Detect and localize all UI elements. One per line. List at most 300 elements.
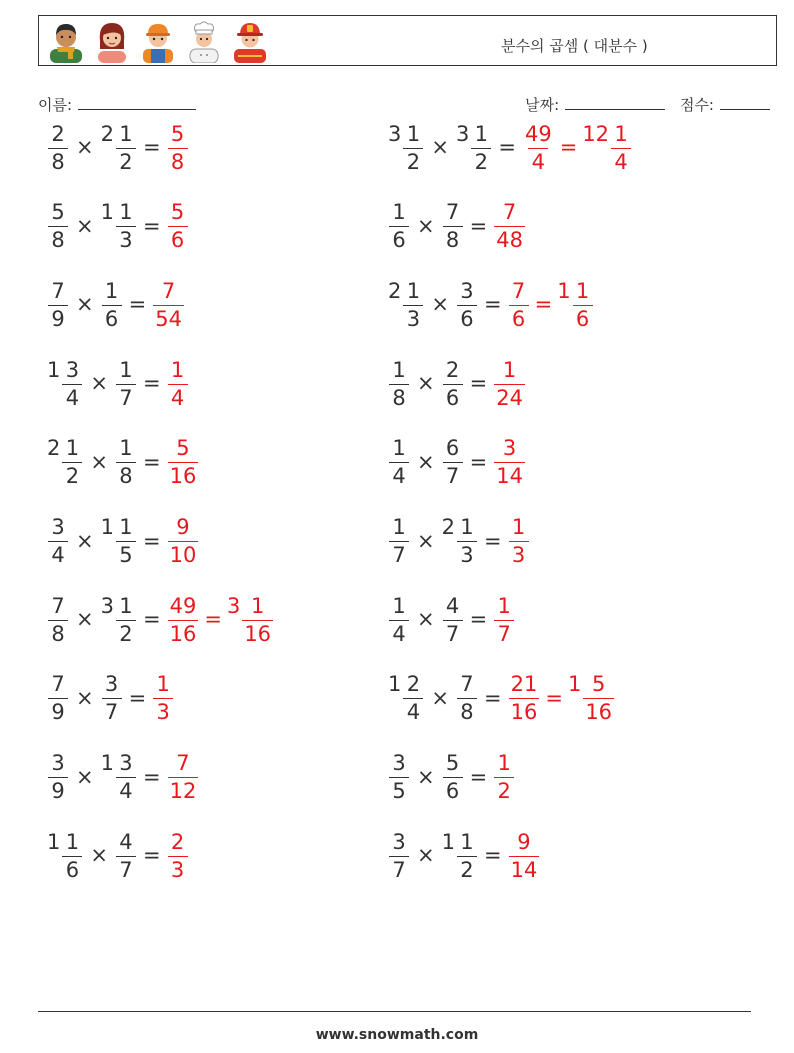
equals-sign: =	[128, 685, 147, 710]
times-sign: ×	[90, 843, 108, 868]
factor-b-denominator: 8	[457, 698, 477, 723]
equals-sign: =	[483, 292, 502, 317]
problem-7	[47, 357, 189, 409]
factor-b-whole: 2	[100, 121, 114, 146]
equals-sign: =	[469, 607, 488, 632]
answer-improper-denominator: 4	[528, 148, 548, 173]
answer	[167, 358, 189, 409]
date-score-fields	[525, 94, 770, 115]
answer-improper	[493, 436, 526, 487]
answer	[508, 515, 530, 566]
answer-improper-fraction	[168, 438, 199, 487]
answer-improper-fraction	[153, 278, 184, 331]
factor-a-denominator: 2	[403, 148, 423, 173]
answer-improper	[493, 594, 515, 645]
factor-b	[101, 122, 137, 173]
factor-a-whole: 1	[47, 829, 61, 854]
answer-mixed	[227, 594, 274, 645]
answer-improper-numerator: 5	[170, 200, 185, 225]
factor-a-numerator: 1	[406, 121, 421, 146]
answer-improper-denominator: 2	[494, 777, 514, 802]
equals-sign: =	[483, 843, 502, 868]
factor-b-denominator: 3	[457, 541, 477, 566]
answer-improper-numerator: 7	[511, 278, 526, 303]
factor-a-denominator: 4	[403, 698, 423, 723]
factor-b-numerator: 1	[119, 357, 133, 382]
answer-improper-denominator: 6	[168, 226, 188, 251]
factor-b-denominator: 6	[457, 305, 477, 330]
answer-improper-numerator: 9	[517, 829, 531, 854]
answer-improper	[167, 515, 200, 566]
factor-b-denominator: 8	[443, 226, 463, 251]
factor-a-numerator: 1	[392, 200, 406, 225]
factor-a-numerator: 1	[65, 829, 80, 854]
times-sign: ×	[76, 213, 94, 238]
factor-a-numerator: 7	[51, 593, 65, 618]
answer	[167, 200, 189, 251]
date-label: 날짜:	[525, 96, 560, 114]
factor-a-fraction	[48, 202, 68, 251]
answer-improper-denominator: 3	[153, 698, 173, 723]
answer-improper-numerator: 1	[170, 357, 185, 382]
firefighter-icon	[228, 19, 272, 63]
answer	[167, 515, 200, 566]
factor-b	[456, 672, 478, 723]
factor-b-denominator: 2	[116, 620, 136, 645]
equals-sign: =	[128, 292, 147, 317]
date-blank[interactable]	[565, 95, 665, 110]
answer-improper-fraction	[153, 674, 173, 723]
answer-mixed-denominator: 4	[611, 148, 631, 173]
answer	[493, 436, 526, 487]
times-sign: ×	[76, 685, 94, 710]
equals-sign: =	[142, 449, 161, 474]
factor-b-numerator: 5	[445, 751, 460, 776]
times-sign: ×	[76, 607, 94, 632]
factor-a	[388, 515, 410, 566]
problem-20	[388, 829, 540, 881]
answer	[167, 594, 274, 645]
answer-improper-fraction	[168, 121, 188, 174]
factor-a-fraction	[389, 357, 409, 410]
answer-improper-numerator: 1	[511, 515, 526, 539]
answer-improper-numerator: 1	[502, 357, 517, 382]
factor-a-numerator: 1	[406, 278, 421, 303]
factor-b	[442, 751, 464, 802]
answer-improper-fraction	[494, 753, 514, 802]
times-sign: ×	[417, 213, 435, 238]
factor-b-numerator: 1	[460, 829, 474, 854]
factor-a	[388, 672, 424, 723]
equals-sign: =	[142, 528, 161, 553]
factor-a	[388, 594, 410, 645]
answer-mixed-denominator: 16	[585, 700, 613, 725]
problem-1	[47, 121, 189, 173]
answer-improper-numerator: 49	[524, 121, 552, 146]
factor-a	[47, 436, 83, 487]
girl-avatar-icon	[90, 19, 134, 63]
factor-b	[442, 200, 464, 251]
answer-improper-numerator: 7	[502, 200, 517, 225]
answer	[152, 672, 174, 723]
problem-11	[47, 515, 199, 567]
factor-a-denominator: 8	[48, 620, 68, 645]
factor-b-whole: 1	[100, 751, 114, 776]
name-label: 이름:	[38, 96, 73, 114]
answer-improper-numerator: 49	[169, 593, 197, 618]
answer-improper	[167, 122, 189, 173]
factor-a	[47, 672, 69, 723]
factor-a-fraction	[62, 829, 82, 882]
equals-sign: =	[469, 213, 488, 238]
chef-icon	[182, 19, 226, 63]
factor-a	[47, 200, 69, 251]
factor-b	[115, 830, 137, 881]
factor-b-fraction	[457, 278, 477, 331]
answer-improper	[508, 672, 541, 723]
avatar-row	[44, 19, 272, 63]
factor-b-fraction	[457, 674, 477, 723]
factor-b-numerator: 7	[460, 672, 474, 697]
answer-improper-denominator: 54	[155, 306, 182, 331]
answer-improper-fraction	[494, 438, 525, 487]
answer-mixed-denominator: 6	[573, 305, 593, 330]
answer	[167, 122, 189, 173]
answer-improper-fraction	[168, 517, 199, 566]
answer-mixed-whole: 3	[226, 593, 241, 618]
answer-improper-denominator: 3	[168, 856, 188, 881]
factor-b-fraction	[116, 121, 136, 174]
problem-16	[388, 672, 615, 724]
factor-b-denominator: 2	[471, 148, 491, 173]
factor-a-denominator: 8	[48, 226, 68, 251]
factor-a-numerator: 5	[51, 200, 65, 225]
answer-improper	[167, 751, 200, 802]
factor-a	[47, 358, 83, 409]
factor-b-numerator: 4	[119, 829, 133, 854]
factor-b-denominator: 3	[116, 226, 136, 251]
answer-improper-denominator: 14	[496, 464, 523, 489]
problem-12	[388, 515, 530, 567]
factor-b-denominator: 5	[116, 541, 136, 566]
equals-sign: =	[469, 764, 488, 789]
answer-mixed-numerator: 5	[591, 672, 606, 697]
answer-improper-numerator: 7	[176, 751, 190, 776]
factor-a-denominator: 4	[48, 541, 68, 566]
factor-b-fraction	[102, 278, 122, 331]
problem-18	[388, 751, 515, 803]
equals-sign: =	[142, 371, 161, 396]
answer-improper	[167, 436, 200, 487]
factor-a	[47, 122, 69, 173]
factor-b-whole: 1	[441, 829, 455, 854]
factor-b-denominator: 2	[457, 856, 477, 881]
factor-b-denominator: 7	[116, 856, 136, 881]
answer-improper-fraction	[494, 357, 525, 410]
factor-b	[115, 358, 137, 409]
worksheet-header	[38, 15, 777, 66]
factor-a-whole: 3	[388, 121, 402, 146]
problem-2	[388, 121, 632, 173]
factor-a-fraction	[403, 121, 423, 174]
equals-sign: =	[142, 843, 161, 868]
equals-sign: =	[142, 135, 161, 159]
factor-a-numerator: 1	[392, 593, 406, 618]
score-blank[interactable]	[720, 95, 770, 110]
factor-b-denominator: 7	[443, 462, 463, 487]
answer-improper-fraction	[509, 829, 540, 882]
factor-a	[47, 279, 69, 330]
answer-mixed	[557, 279, 593, 330]
factor-a-denominator: 9	[48, 777, 68, 802]
answer-improper-numerator: 3	[502, 436, 517, 461]
factor-b-numerator: 4	[445, 593, 460, 618]
factor-a-numerator: 7	[51, 278, 65, 303]
factor-a-denominator: 4	[389, 620, 409, 645]
answer-improper-denominator: 8	[168, 148, 188, 173]
factor-b-fraction	[457, 829, 477, 882]
times-sign: ×	[417, 449, 435, 474]
times-sign: ×	[417, 764, 435, 789]
problem-8	[388, 357, 526, 409]
answer-mixed-denominator: 16	[244, 621, 272, 646]
answer-improper-fraction	[168, 829, 188, 882]
factor-b-whole: 2	[441, 515, 455, 539]
factor-a-denominator: 8	[48, 148, 68, 173]
factor-a-numerator: 3	[392, 829, 406, 854]
factor-a-fraction	[389, 593, 409, 646]
answer-improper-denominator: 16	[510, 700, 538, 725]
answer-improper-denominator: 24	[496, 385, 523, 410]
factor-b	[442, 358, 464, 409]
factor-b-denominator: 2	[116, 148, 136, 173]
factor-b	[101, 672, 123, 723]
answer-improper	[167, 200, 189, 251]
answer-improper-denominator: 14	[510, 857, 538, 882]
factor-b-fraction	[116, 753, 136, 802]
answer-mixed	[568, 672, 615, 723]
factor-b	[115, 436, 137, 487]
factor-a-numerator: 1	[65, 436, 80, 461]
factor-b-denominator: 7	[443, 620, 463, 645]
times-sign: ×	[417, 607, 435, 632]
factor-b-fraction	[102, 674, 122, 723]
factor-a	[388, 279, 424, 330]
times-sign: ×	[76, 292, 94, 317]
problem-3	[47, 200, 189, 252]
factor-a-fraction	[403, 278, 423, 331]
factor-b-numerator: 1	[119, 200, 133, 225]
boy-with-scarf-icon	[44, 19, 88, 63]
factor-b-fraction	[443, 438, 463, 487]
factor-b	[101, 200, 137, 251]
answer-improper	[508, 515, 530, 566]
answer-mixed-whole: 12	[582, 121, 610, 146]
footer-url: www.snowmath.com	[315, 1027, 479, 1043]
factor-a-denominator: 9	[48, 698, 68, 723]
equals-sign: =	[142, 764, 161, 789]
factor-b-fraction	[443, 357, 463, 410]
factor-a-fraction	[48, 121, 68, 174]
answer-improper-numerator: 2	[170, 829, 185, 854]
factor-a-fraction	[62, 357, 82, 410]
factor-b-fraction	[116, 517, 136, 566]
answer-mixed-whole: 1	[567, 672, 582, 697]
factor-b	[101, 751, 137, 802]
answer-improper-denominator: 12	[169, 779, 197, 804]
factor-a-fraction	[48, 674, 68, 723]
problem-19	[47, 829, 189, 881]
factor-b	[442, 594, 464, 645]
factor-a	[388, 751, 410, 802]
answer-improper	[508, 830, 541, 881]
answer	[508, 279, 594, 330]
factor-a-fraction	[389, 438, 409, 487]
factor-a-whole: 2	[47, 436, 61, 461]
answer-mixed-fraction	[583, 674, 614, 723]
factor-b	[456, 279, 478, 330]
factor-a-fraction	[48, 517, 68, 566]
answer	[493, 200, 526, 251]
factor-b-fraction	[443, 593, 463, 646]
equals-sign: =	[483, 685, 502, 710]
factor-b-fraction	[116, 357, 136, 410]
times-sign: ×	[417, 371, 435, 396]
answer	[508, 672, 615, 723]
factor-a-numerator: 3	[392, 751, 406, 776]
factor-b-numerator: 3	[460, 278, 474, 303]
factor-b-numerator: 1	[119, 593, 133, 618]
answer	[493, 358, 526, 409]
answer-improper-denominator: 4	[168, 384, 188, 409]
score-label: 점수:	[679, 96, 714, 114]
answer-improper	[167, 358, 189, 409]
answer-mixed-fraction	[611, 121, 631, 174]
answer	[167, 830, 189, 881]
worksheet-title: 분수의 곱셈 ( 대분수 )	[501, 37, 648, 55]
factor-a-numerator: 7	[51, 672, 65, 697]
footer-divider	[38, 1011, 751, 1012]
factor-a-fraction	[48, 753, 68, 802]
problem-4	[388, 200, 526, 252]
answer-improper-denominator: 48	[496, 228, 523, 253]
factor-a-fraction	[389, 829, 409, 882]
problem-17	[47, 751, 199, 803]
factor-a-denominator: 9	[48, 305, 68, 330]
times-sign: ×	[431, 135, 449, 159]
answer-improper	[167, 830, 189, 881]
factor-a	[47, 751, 69, 802]
factor-b-fraction	[116, 202, 136, 251]
answer-improper-denominator: 6	[509, 305, 529, 330]
factor-b-numerator: 1	[119, 515, 133, 539]
answer-improper	[493, 751, 515, 802]
factor-a-denominator: 7	[389, 856, 409, 881]
factor-b	[101, 515, 137, 566]
factor-b-denominator: 4	[116, 777, 136, 802]
answer-equals-sign: =	[545, 685, 563, 710]
times-sign: ×	[431, 292, 449, 317]
factor-b-denominator: 6	[443, 777, 463, 802]
equals-sign: =	[498, 135, 516, 159]
answer-improper-numerator: 5	[170, 121, 185, 146]
factor-b-numerator: 3	[104, 672, 119, 697]
factor-b-whole: 1	[100, 515, 114, 539]
answer-improper-numerator: 1	[497, 751, 511, 776]
answer-improper-denominator: 3	[509, 541, 529, 566]
factor-a	[388, 200, 410, 251]
factor-b-numerator: 3	[119, 751, 133, 776]
answer-improper-denominator: 7	[494, 620, 514, 645]
answer-improper-numerator: 9	[176, 515, 190, 539]
answer-mixed-fraction	[573, 278, 593, 331]
answer-improper-fraction	[168, 593, 199, 646]
answer-improper-fraction	[494, 593, 514, 646]
equals-sign: =	[142, 607, 161, 632]
equals-sign: =	[469, 449, 488, 474]
answer-improper-numerator: 1	[156, 672, 170, 697]
factor-b-denominator: 7	[116, 384, 136, 409]
equals-sign: =	[483, 528, 502, 553]
factor-a-denominator: 7	[389, 541, 409, 566]
factor-b-fraction	[457, 517, 477, 566]
answer-improper-denominator: 10	[169, 543, 197, 567]
factor-a	[388, 830, 410, 881]
name-field	[38, 94, 196, 115]
answer-improper-fraction	[523, 121, 554, 174]
factor-a-fraction	[389, 517, 409, 566]
answer-mixed-numerator: 1	[614, 121, 628, 146]
factor-b-whole: 3	[100, 593, 114, 618]
factor-a-denominator: 8	[389, 384, 409, 409]
factor-a-denominator: 5	[389, 777, 409, 802]
factor-b-denominator: 6	[443, 384, 463, 409]
problem-10	[388, 436, 526, 488]
factor-a-numerator: 2	[51, 121, 65, 146]
answer-improper-numerator: 21	[510, 672, 538, 697]
name-blank[interactable]	[78, 95, 196, 110]
answer-mixed-fraction	[242, 593, 273, 646]
times-sign: ×	[90, 449, 108, 474]
factor-a-whole: 1	[47, 357, 61, 382]
factor-b-denominator: 7	[102, 698, 122, 723]
factor-a-fraction	[403, 674, 423, 723]
times-sign: ×	[90, 371, 108, 396]
factor-b-numerator: 7	[445, 200, 460, 225]
factor-a-numerator: 3	[65, 357, 80, 382]
factor-a-numerator: 1	[392, 515, 406, 539]
answer-improper	[167, 594, 200, 645]
answer-improper	[493, 358, 526, 409]
factor-a	[47, 594, 69, 645]
answer	[522, 122, 632, 173]
answer-improper-numerator: 5	[176, 436, 190, 461]
times-sign: ×	[76, 764, 94, 789]
factor-b-fraction	[116, 829, 136, 882]
factor-a	[388, 358, 410, 409]
factor-b-numerator: 1	[119, 121, 133, 146]
answer-improper-fraction	[509, 674, 540, 723]
problem-13	[47, 593, 274, 645]
answer-improper-denominator: 16	[169, 464, 197, 489]
times-sign: ×	[76, 528, 94, 553]
answer	[493, 594, 515, 645]
factor-b	[101, 594, 137, 645]
factor-a-numerator: 2	[406, 672, 421, 697]
answer	[493, 751, 515, 802]
factor-a	[388, 122, 424, 173]
factor-b-numerator: 2	[445, 357, 460, 382]
